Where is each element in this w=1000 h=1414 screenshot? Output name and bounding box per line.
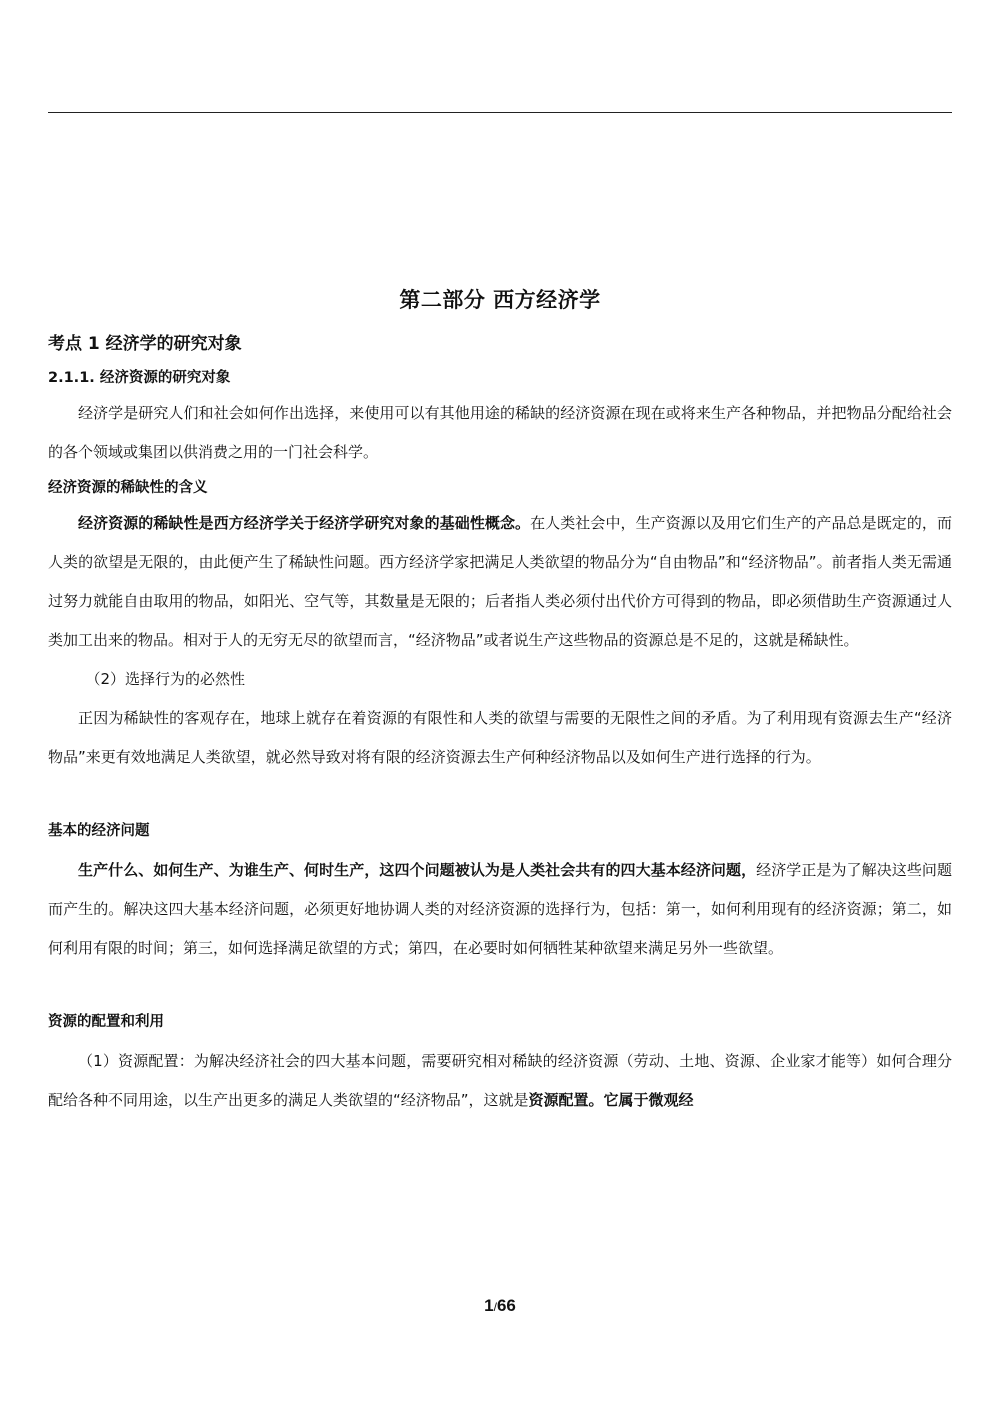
paragraph-allocation bbox=[48, 1042, 952, 1120]
paragraph-choice: 正因为稀缺性的客观存在，地球上就存在着资源的有限性和人类的欲望与需要的无限性之间的矛盾。为了利用现有资源去生产“经济物品”来更有效地满足人类欲望，就必然导致对将有限的经济资源去生产何种经济物品以及如何生产进行选择的行为。 bbox=[48, 709, 952, 766]
page-total: 66 bbox=[496, 1296, 516, 1315]
spacer bbox=[48, 777, 952, 811]
heading-allocation: 资源的配置和利用 bbox=[48, 1014, 164, 1030]
scarcity-body: 在人类社会中，生产资源以及用它们生产的产品总是既定的，而人类的欲望是无限的，由此便产生了稀缺性问题。西方经济学家把满足人类欲望的物品分为“自由物品”和“经济物品”。前者指人类无需通过努力就能自由取用的物品，如阳光、空气等，其数量是无限的；后者指人类必须付出代价方可得到的物品，即必须借助生产资源通过人类加工出来的物品。相对于人的无穷无尽的欲望而言，“经济物品”或者说生产这些物品的资源总是不足的，这就是稀缺性。 bbox=[48, 514, 952, 649]
paragraph-definition: 经济学是研究人们和社会如何作出选择，来使用可以有其他用途的稀缺的经济资源在现在或将来生产各种物品，并把物品分配给社会的各个领域或集团以供消费之用的一门社会科学。 bbox=[48, 404, 952, 461]
paragraph-scarcity bbox=[48, 504, 952, 660]
heading-basic-problems: 基本的经济问题 bbox=[48, 823, 150, 839]
paragraph-basic-problems bbox=[48, 851, 952, 968]
allocation-body: （1）资源配置：为解决经济社会的四大基本问题，需要研究相对稀缺的经济资源（劳动、土地、资源、企业家才能等）如何合理分配给各种不同用途，以生产出更多的满足人类欲望的“经济物品”，这就是 bbox=[48, 1052, 952, 1109]
page-number bbox=[0, 1296, 1000, 1316]
subheading-choice: （2）选择行为的必然性 bbox=[85, 670, 246, 688]
allocation-key-term: 资源配置。它属于微观经 bbox=[528, 1091, 694, 1109]
section-title: 考点 1 经济学的研究对象 bbox=[48, 334, 242, 354]
spacer bbox=[48, 968, 952, 1002]
basic-problems-body: 经济学正是为了解决这些问题而产生的。解决这四大基本经济问题，必须更好地协调人类的对经济资源的选择行为，包括：第一，如何利用现有的经济资源；第二，如何利用有限的时间；第三，如何选择满足欲望的方式；第四，在必要时如何牺牲某种欲望来满足另外一些欲望。 bbox=[48, 861, 952, 957]
header-rule bbox=[48, 112, 952, 113]
subsection-title: 2.1.1. 经济资源的研究对象 bbox=[48, 370, 231, 386]
scarcity-key-sentence: 经济资源的稀缺性是西方经济学关于经济学研究对象的基础性概念。 bbox=[78, 514, 531, 532]
page-current: 1 bbox=[484, 1296, 494, 1315]
page-separator: / bbox=[493, 1300, 497, 1314]
page-content bbox=[48, 326, 952, 1120]
heading-scarcity: 经济资源的稀缺性的含义 bbox=[48, 480, 208, 496]
part-title: 第二部分 西方经济学 bbox=[399, 288, 601, 312]
basic-problems-key-sentence: 生产什么、如何生产、为谁生产、何时生产，这四个问题被认为是人类社会共有的四大基本经济问题， bbox=[78, 861, 757, 879]
